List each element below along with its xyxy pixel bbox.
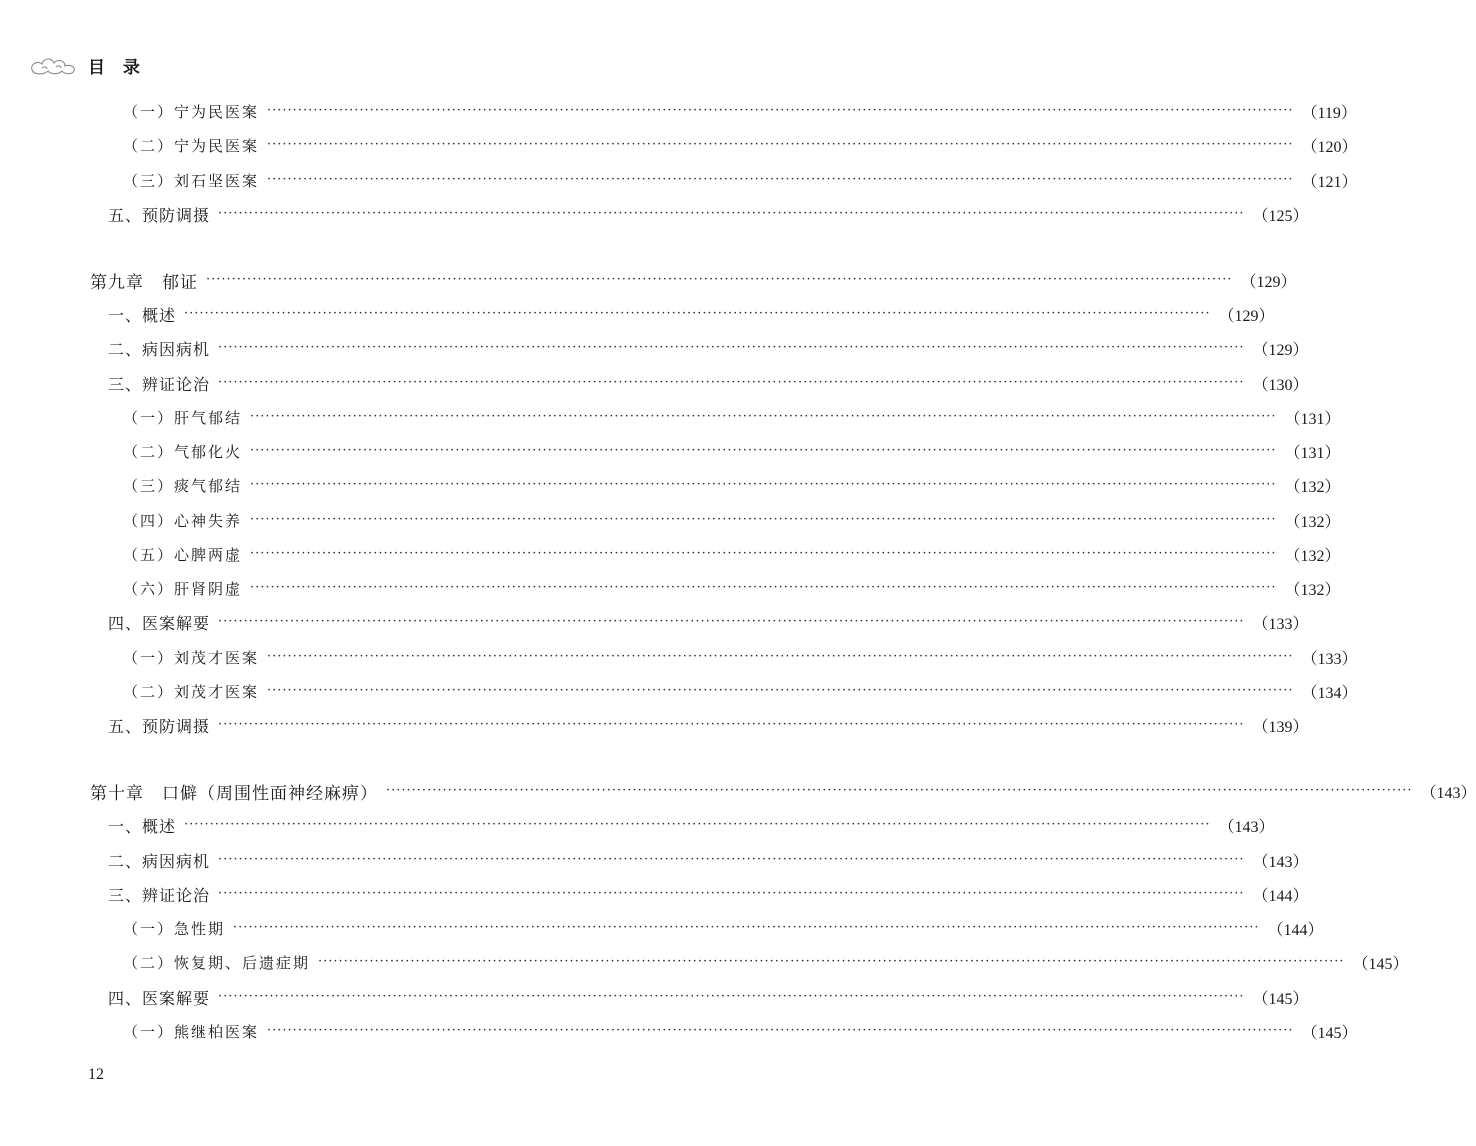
toc-entry-label: （二）刘茂才医案 <box>123 682 260 701</box>
toc-entry <box>123 470 1341 500</box>
running-header <box>28 50 146 80</box>
toc-entry <box>108 299 1275 329</box>
toc-entry-label: （一）熊继柏医案 <box>123 1022 260 1041</box>
toc-entry-page: （129） <box>1240 273 1297 291</box>
toc-entry-page: （143） <box>1420 784 1476 802</box>
toc-leader-dots: ········································································································································································································ <box>218 852 1245 867</box>
toc-entry-label: （三）刘石坚医案 <box>123 171 260 190</box>
toc-entry-page: （139） <box>1252 718 1309 736</box>
toc-entry-page: （132） <box>1284 513 1341 531</box>
toc-entry-page: （119） <box>1301 104 1357 122</box>
toc-entry-page: （131） <box>1284 410 1341 428</box>
toc-entry <box>108 333 1309 363</box>
toc-entry-page: （132） <box>1284 478 1341 496</box>
toc-entry-label: （一）刘茂才医案 <box>123 648 260 667</box>
toc-entry <box>123 573 1341 603</box>
cloud-ornament-icon <box>28 52 82 78</box>
toc-entry <box>123 402 1341 432</box>
toc-entry-label: （五）心脾两虚 <box>123 545 243 564</box>
toc-entry-page: （144） <box>1252 887 1309 905</box>
toc-entry-label: （二）宁为民医案 <box>123 136 260 155</box>
toc-entry-label: （六）肝肾阴虚 <box>123 579 243 598</box>
header-title: 目 录 <box>88 57 146 78</box>
toc-entry-label: 四、医案解要 <box>108 613 211 633</box>
toc-leader-dots: ········································································································································································································ <box>218 886 1245 901</box>
toc-entry-label: 第九章 郁证 <box>90 272 198 293</box>
toc-entry-page: （129） <box>1252 341 1309 359</box>
toc-entry <box>108 845 1309 875</box>
toc-leader-dots: ········································································································································································································ <box>218 614 1245 629</box>
toc-leader-dots: ········································································································································································································ <box>267 137 1294 152</box>
toc-leader-dots: ········································································································································································································ <box>250 512 1277 527</box>
toc-entry <box>123 947 1409 977</box>
toc-entry <box>108 982 1309 1012</box>
toc-leader-dots: ········································································································································································································ <box>267 1023 1294 1038</box>
toc-entry-label: 五、预防调摄 <box>108 205 211 225</box>
toc-entry <box>123 165 1358 195</box>
toc-entry-label: 四、医案解要 <box>108 988 211 1008</box>
toc-entry-page: （133） <box>1301 650 1358 668</box>
toc-leader-dots: ········································································································································································································ <box>184 306 1211 321</box>
toc-entry-label: （二）气郁化火 <box>123 442 243 461</box>
toc-leader-dots: ········································································································································································································ <box>250 546 1277 561</box>
toc-entry-label: 五、预防调摄 <box>108 716 211 736</box>
toc-leader-dots: ········································································································································································································ <box>206 272 1233 287</box>
toc-leader-dots: ········································································································································································································ <box>250 443 1277 458</box>
toc-entry <box>123 96 1357 126</box>
toc-entry <box>123 539 1341 569</box>
toc-entry <box>108 199 1309 229</box>
toc-leader-dots: ········································································································································································································ <box>386 783 1413 798</box>
toc-leader-dots: ········································································································································································································ <box>218 717 1245 732</box>
toc-leader-dots: ········································································································································································································ <box>267 103 1294 118</box>
toc-entry-page: （131） <box>1284 444 1341 462</box>
toc-entry <box>90 265 1297 295</box>
toc-entry-label: （三）痰气郁结 <box>123 476 243 495</box>
toc-entry-page: （143） <box>1252 853 1309 871</box>
toc-entry-page: （132） <box>1284 581 1341 599</box>
toc-entry-label: 二、病因病机 <box>108 851 211 871</box>
page-number: 12 <box>88 1066 104 1083</box>
toc-leader-dots: ········································································································································································································ <box>267 683 1294 698</box>
toc-entry-label: （一）急性期 <box>123 919 226 938</box>
toc-entry-page: （125） <box>1252 207 1309 225</box>
toc-entry-label: （二）恢复期、后遗症期 <box>123 953 311 972</box>
toc-entry-page: （145） <box>1301 1024 1358 1042</box>
toc-leader-dots: ········································································································································································································ <box>267 172 1294 187</box>
toc-leader-dots: ········································································································································································································ <box>250 477 1277 492</box>
toc-leader-dots: ········································································································································································································ <box>267 649 1294 664</box>
toc-entry <box>108 607 1309 637</box>
toc-entry <box>123 642 1358 672</box>
toc-entry <box>90 776 1476 806</box>
toc-leader-dots: ········································································································································································································ <box>233 920 1260 935</box>
toc-leader-dots: ········································································································································································································ <box>250 580 1277 595</box>
toc-entry-label: 一、概述 <box>108 305 177 325</box>
toc-entry-page: （130） <box>1252 376 1309 394</box>
toc-entry <box>123 1016 1358 1046</box>
toc-entry-page: （120） <box>1301 138 1358 156</box>
toc-entry <box>108 368 1309 398</box>
toc-entry <box>123 676 1358 706</box>
toc-entry <box>123 436 1341 466</box>
toc-entry <box>123 913 1324 943</box>
toc-leader-dots: ········································································································································································································ <box>218 206 1245 221</box>
toc-entry <box>123 130 1358 160</box>
toc-entry-label: 二、病因病机 <box>108 339 211 359</box>
toc-entry-label: 第十章 口僻（周围性面神经麻痹） <box>90 783 378 804</box>
toc-leader-dots: ········································································································································································································ <box>318 954 1345 969</box>
toc-entry-label: （四）心神失养 <box>123 511 243 530</box>
toc-entry-page: （133） <box>1252 615 1309 633</box>
toc-entry-label: 一、概述 <box>108 816 177 836</box>
toc-entry-page: （129） <box>1218 307 1275 325</box>
toc-entry <box>108 710 1309 740</box>
toc-entry-page: （132） <box>1284 547 1341 565</box>
toc-entry-page: （143） <box>1218 818 1275 836</box>
toc-entry-label: 三、辨证论治 <box>108 374 211 394</box>
toc-entry-label: （一）肝气郁结 <box>123 408 243 427</box>
toc-leader-dots: ········································································································································································································ <box>218 989 1245 1004</box>
toc-leader-dots: ········································································································································································································ <box>218 375 1245 390</box>
toc-entry <box>108 810 1275 840</box>
toc-entry-label: （一）宁为民医案 <box>123 102 260 121</box>
toc-entry-page: （121） <box>1301 173 1358 191</box>
toc-entry-page: （145） <box>1252 990 1309 1008</box>
toc-entry-label: 三、辨证论治 <box>108 885 211 905</box>
toc-entry <box>123 505 1341 535</box>
toc-entry-page: （145） <box>1352 955 1409 973</box>
toc-entry <box>108 879 1309 909</box>
toc-leader-dots: ········································································································································································································ <box>250 409 1277 424</box>
toc-leader-dots: ········································································································································································································ <box>184 817 1211 832</box>
toc-leader-dots: ········································································································································································································ <box>218 340 1245 355</box>
toc-entry-page: （144） <box>1267 921 1324 939</box>
toc-entry-page: （134） <box>1301 684 1358 702</box>
